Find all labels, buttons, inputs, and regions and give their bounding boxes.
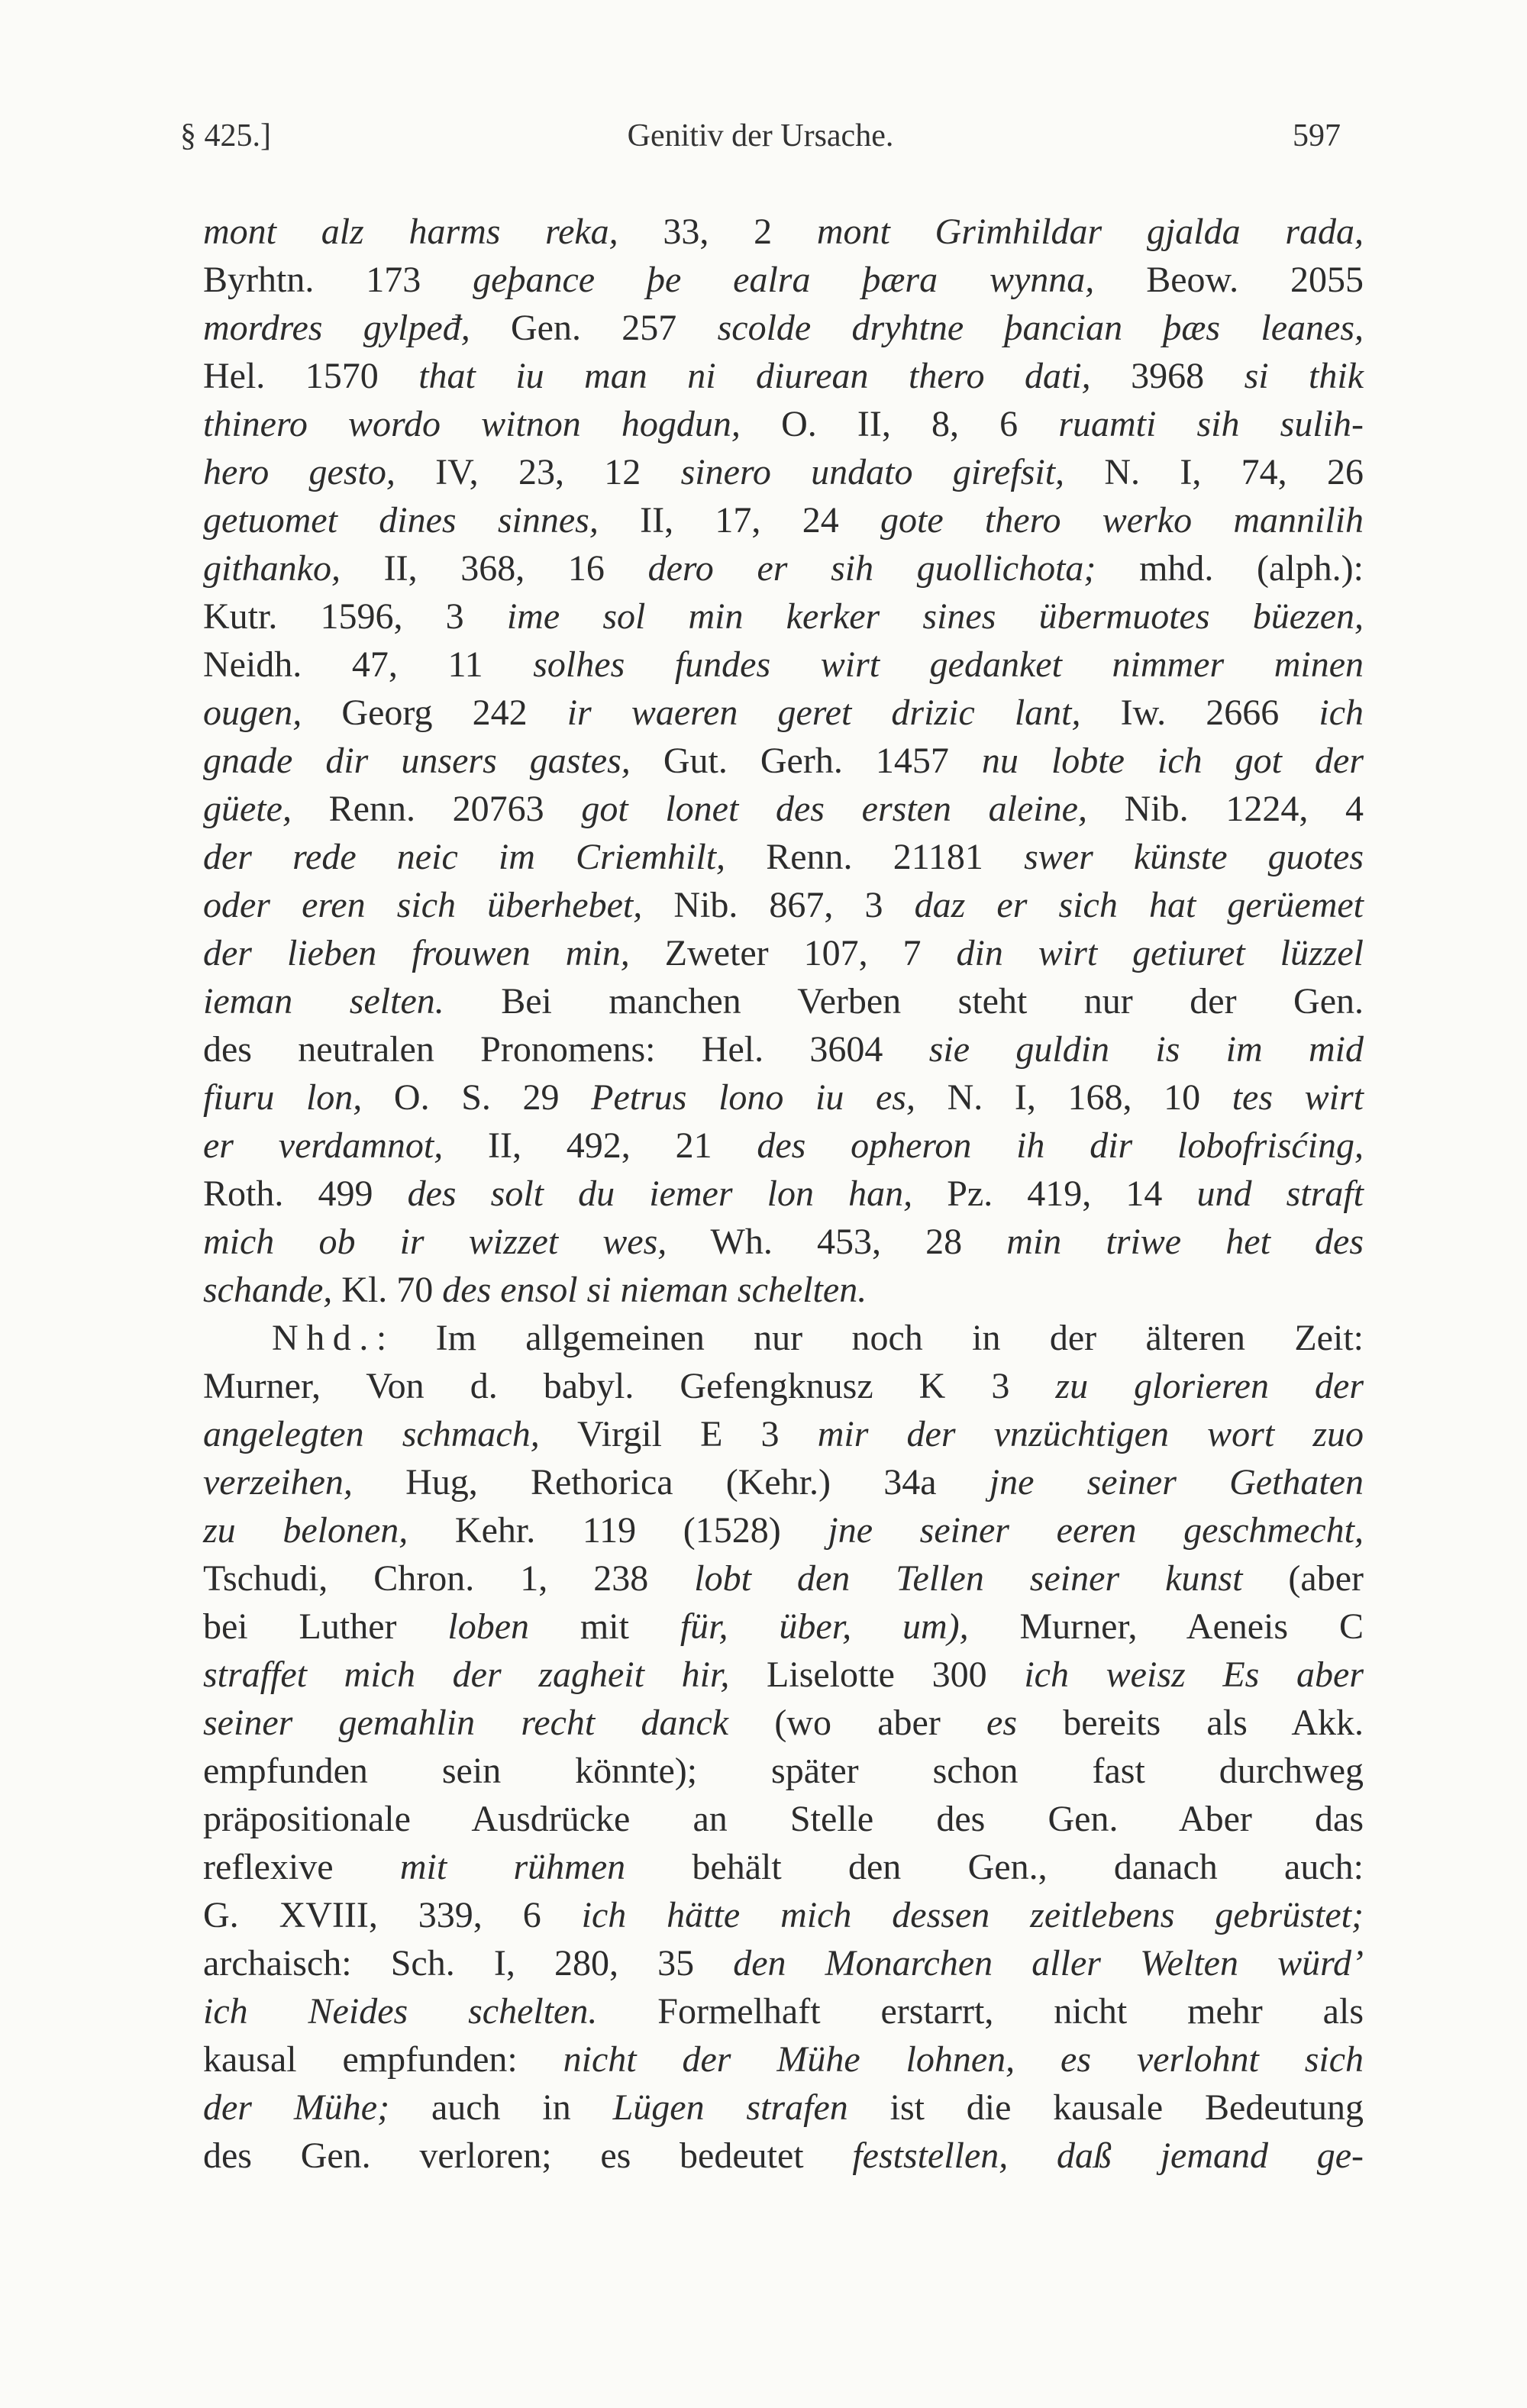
italic-quotation: schande, — [203, 1270, 333, 1310]
text-run: Virgil E 3 — [539, 1414, 818, 1454]
italic-quotation: des opheron ih dir lobofrisćing, — [757, 1125, 1364, 1166]
page-number: 597 — [1293, 118, 1341, 153]
text-line — [203, 1795, 1364, 1843]
italic-quotation: Petrus lono iu es, — [591, 1077, 915, 1118]
italic-quotation: mont alz harms reka, — [203, 211, 618, 252]
section-reference: § 425.] — [180, 118, 271, 153]
italic-quotation: that iu man ni diurean thero dati, — [418, 356, 1091, 396]
italic-quotation: thinero wordo witnon hogdun, — [203, 404, 741, 444]
text-run: mhd. (alph.): — [1096, 548, 1364, 589]
italic-quotation: angelegten schmach, — [203, 1414, 540, 1454]
body-text — [203, 208, 1364, 2180]
italic-quotation: fiuru lon, — [203, 1077, 363, 1118]
italic-quotation: ougen, — [203, 692, 302, 733]
text-run: bereits als Akk. — [1017, 1703, 1364, 1743]
text-line — [203, 1891, 1364, 1939]
running-title: Genitiv der Ursache. — [627, 118, 894, 153]
text-run: kausal empfunden: — [203, 2039, 563, 2080]
italic-quotation: straffet mich der zagheit hir, — [203, 1654, 730, 1695]
text-line — [203, 1362, 1364, 1410]
text-run: Iw. 2666 — [1080, 692, 1319, 733]
text-line — [203, 1747, 1364, 1795]
text-line — [203, 592, 1364, 641]
text-run: bei Luther — [203, 1606, 448, 1647]
italic-quotation: Lügen strafen — [612, 2087, 848, 2128]
text-line — [203, 1170, 1364, 1218]
italic-quotation: der rede neic im Criemhilt, — [203, 837, 726, 877]
italic-quotation: tes wirt — [1232, 1077, 1364, 1118]
text-line — [203, 1073, 1364, 1122]
text-run: Roth. 499 — [203, 1173, 408, 1214]
text-run: G. XVIII, 339, 6 — [203, 1895, 582, 1935]
running-header — [180, 113, 1341, 159]
text-run: O. S. 29 — [362, 1077, 592, 1118]
spaced-emphasis: Nhd. — [272, 1318, 376, 1358]
italic-quotation: der lieben frouwen min, — [203, 933, 630, 973]
italic-quotation: din wirt getiuret lüzzel — [956, 933, 1364, 973]
italic-quotation: getuomet dines sinnes, — [203, 500, 599, 541]
text-run: mit — [529, 1606, 680, 1647]
italic-quotation: scolde dryhtne þancian þæs leanes, — [717, 308, 1364, 348]
text-line — [203, 833, 1364, 881]
text-run: Wh. 453, 28 — [667, 1222, 1007, 1262]
paragraph-continued — [203, 208, 1364, 1314]
italic-quotation: dero er sih guollichota; — [647, 548, 1096, 589]
italic-quotation: zu belonen, — [203, 1510, 408, 1551]
italic-quotation: mont Grimhildar gjalda rada, — [816, 211, 1364, 252]
italic-quotation: loben — [447, 1606, 530, 1647]
text-line — [203, 785, 1364, 833]
italic-quotation: des ensol si nieman schelten. — [442, 1270, 867, 1310]
text-run: Gen. 257 — [470, 308, 718, 348]
text-run: N. I, 168, 10 — [915, 1077, 1232, 1118]
text-run: N. I, 74, 26 — [1064, 452, 1364, 492]
italic-quotation: der Mühe; — [203, 2087, 390, 2128]
text-run: empfunden sein könnte); später schon fast durchweg — [203, 1751, 1364, 1791]
text-line — [203, 1025, 1364, 1073]
text-run: Georg 242 — [302, 692, 567, 733]
text-run: : Im allgemeinen nur noch in der älteren Zeit: — [376, 1318, 1364, 1358]
text-line — [203, 1458, 1364, 1506]
italic-quotation: jne seiner eeren geschmecht, — [828, 1510, 1364, 1551]
text-line — [203, 689, 1364, 737]
text-line — [203, 544, 1364, 592]
text-run: O. II, 8, 6 — [740, 404, 1059, 444]
text-line — [203, 929, 1364, 977]
italic-quotation: mich ob ir wizzet wes, — [203, 1222, 667, 1262]
paragraph-nhd — [203, 1314, 1364, 2180]
italic-quotation: jne seiner Gethaten — [989, 1462, 1364, 1503]
text-line — [203, 2084, 1364, 2132]
text-line — [203, 400, 1364, 448]
text-line — [203, 1554, 1364, 1603]
italic-quotation: oder eren sich überhebet, — [203, 885, 643, 925]
italic-quotation: und straft — [1196, 1173, 1364, 1214]
text-run: Hug, Rethorica (Kehr.) 34a — [352, 1462, 989, 1503]
text-run: Zweter 107, 7 — [629, 933, 957, 973]
text-run: auch in — [389, 2087, 613, 2128]
text-line — [203, 1843, 1364, 1891]
text-line — [203, 1651, 1364, 1699]
text-run: Bei manchen Verben steht nur der Gen. — [444, 981, 1364, 1022]
text-run: behält den Gen., danach auch: — [625, 1847, 1364, 1887]
italic-quotation: swer künste guotes — [1024, 837, 1364, 877]
text-line — [203, 256, 1364, 304]
text-run: Kl. 70 — [332, 1270, 443, 1310]
text-run: Liselotte 300 — [729, 1654, 1025, 1695]
text-run: Byrhtn. 173 — [203, 260, 473, 300]
text-line — [203, 496, 1364, 544]
text-run: Gut. Gerh. 1457 — [630, 741, 982, 781]
italic-quotation: ich — [1319, 692, 1364, 733]
text-run: Murner, Von d. babyl. Gefengknusz K 3 — [203, 1366, 1056, 1406]
text-line — [203, 737, 1364, 785]
italic-quotation: hero gesto, — [203, 452, 395, 492]
italic-quotation: ieman selten. — [203, 981, 444, 1022]
italic-quotation: lobt den Tellen seiner kunst — [694, 1558, 1243, 1599]
text-run: Nib. 867, 3 — [642, 885, 915, 925]
italic-quotation: für, über, um), — [680, 1606, 969, 1647]
text-line — [203, 1939, 1364, 1987]
text-line — [203, 304, 1364, 352]
text-line — [203, 352, 1364, 400]
italic-quotation: min triwe het des — [1006, 1222, 1364, 1262]
text-run: ist die kausale Bedeutung — [847, 2087, 1364, 2128]
italic-quotation: solhes fundes wirt gedanket nimmer minen — [533, 644, 1364, 685]
text-run: archaisch: Sch. I, 280, 35 — [203, 1943, 734, 1984]
text-run: Kutr. 1596, 3 — [203, 596, 507, 637]
text-line — [203, 977, 1364, 1025]
text-run: des neutralen Pronomens: Hel. 3604 — [203, 1029, 929, 1070]
text-run: des Gen. verloren; es bedeutet — [203, 2135, 853, 2176]
text-line — [203, 2035, 1364, 2084]
text-line — [203, 1218, 1364, 1266]
text-run: (wo aber — [728, 1703, 987, 1743]
text-line — [203, 1266, 1364, 1314]
italic-quotation: des solt du iemer lon han, — [407, 1173, 913, 1214]
text-line — [203, 881, 1364, 929]
italic-quotation: mit rühmen — [399, 1847, 626, 1887]
text-line — [203, 1506, 1364, 1554]
italic-quotation: daz er sich hat gerüemet — [914, 885, 1364, 925]
text-run: 33, 2 — [618, 211, 817, 252]
text-line — [203, 641, 1364, 689]
italic-quotation: nicht der Mühe lohnen, es verlohnt sich — [563, 2039, 1364, 2080]
text-run: Murner, Aeneis C — [968, 1606, 1364, 1647]
italic-quotation: gote thero werko mannilih — [880, 500, 1364, 541]
text-line — [203, 1314, 1364, 1362]
text-run: Hel. 1570 — [203, 356, 419, 396]
italic-quotation: mordres gylpeđ, — [203, 308, 470, 348]
text-run: II, 17, 24 — [598, 500, 880, 541]
italic-quotation: zu glorieren der — [1055, 1366, 1364, 1406]
text-line — [203, 1987, 1364, 2035]
text-run: II, 368, 16 — [340, 548, 648, 589]
italic-quotation: feststellen, daß jemand ge- — [852, 2135, 1364, 2176]
text-line — [203, 1699, 1364, 1747]
text-line — [203, 1122, 1364, 1170]
text-run: präpositionale Ausdrücke an Stelle des Gen. Aber das — [203, 1799, 1364, 1839]
italic-quotation: ich hätte mich dessen zeitlebens gebrüstet; — [581, 1895, 1364, 1935]
text-run: II, 492, 21 — [443, 1125, 757, 1166]
italic-quotation: githanko, — [203, 548, 341, 589]
text-run: Formelhaft erstarrt, nicht mehr als — [597, 1991, 1364, 2032]
text-run: Neidh. 47, 11 — [203, 644, 534, 685]
italic-quotation: er verdamnot, — [203, 1125, 444, 1166]
italic-quotation: si thik — [1244, 356, 1364, 396]
italic-quotation: ich Neides schelten. — [203, 1991, 598, 2032]
text-run: reflexive — [203, 1847, 400, 1887]
italic-quotation: ir waeren geret drizic lant, — [567, 692, 1081, 733]
text-run: IV, 23, 12 — [395, 452, 681, 492]
text-line — [203, 1410, 1364, 1458]
text-run: Pz. 419, 14 — [912, 1173, 1197, 1214]
text-run: 3968 — [1090, 356, 1245, 396]
text-run: Nib. 1224, 4 — [1086, 789, 1364, 829]
italic-quotation: geþance þe ealra þæra wynna, — [473, 260, 1095, 300]
italic-quotation: sinero undato girefsit, — [680, 452, 1065, 492]
italic-quotation: ruamti sih sulih- — [1058, 404, 1364, 444]
italic-quotation: sie guldin is im mid — [928, 1029, 1364, 1070]
text-run: Renn. 20763 — [291, 789, 582, 829]
italic-quotation: mir der vnzüchtigen wort zuo — [817, 1414, 1364, 1454]
italic-quotation: güete, — [203, 789, 292, 829]
text-run: Beow. 2055 — [1094, 260, 1364, 300]
text-line — [203, 2132, 1364, 2180]
italic-quotation: seiner gemahlin recht danck — [203, 1703, 729, 1743]
text-line — [203, 208, 1364, 256]
italic-quotation: es — [986, 1703, 1018, 1743]
italic-quotation: den Monarchen aller Welten würd’ — [733, 1943, 1364, 1984]
text-run: Renn. 21181 — [725, 837, 1025, 877]
text-line — [203, 448, 1364, 496]
text-run: Kehr. 119 (1528) — [408, 1510, 828, 1551]
text-run: Tschudi, Chron. 1, 238 — [203, 1558, 695, 1599]
italic-quotation: verzeihen, — [203, 1462, 353, 1503]
italic-quotation: ime sol min kerker sines übermuotes büezen, — [506, 596, 1364, 637]
italic-quotation: gnade dir unsers gastes, — [203, 741, 631, 781]
text-line — [203, 1603, 1364, 1651]
text-run: (aber — [1242, 1558, 1364, 1599]
italic-quotation: ich weisz Es aber — [1024, 1654, 1364, 1695]
italic-quotation: nu lobte ich got der — [981, 741, 1364, 781]
italic-quotation: got lonet des ersten aleine, — [581, 789, 1087, 829]
